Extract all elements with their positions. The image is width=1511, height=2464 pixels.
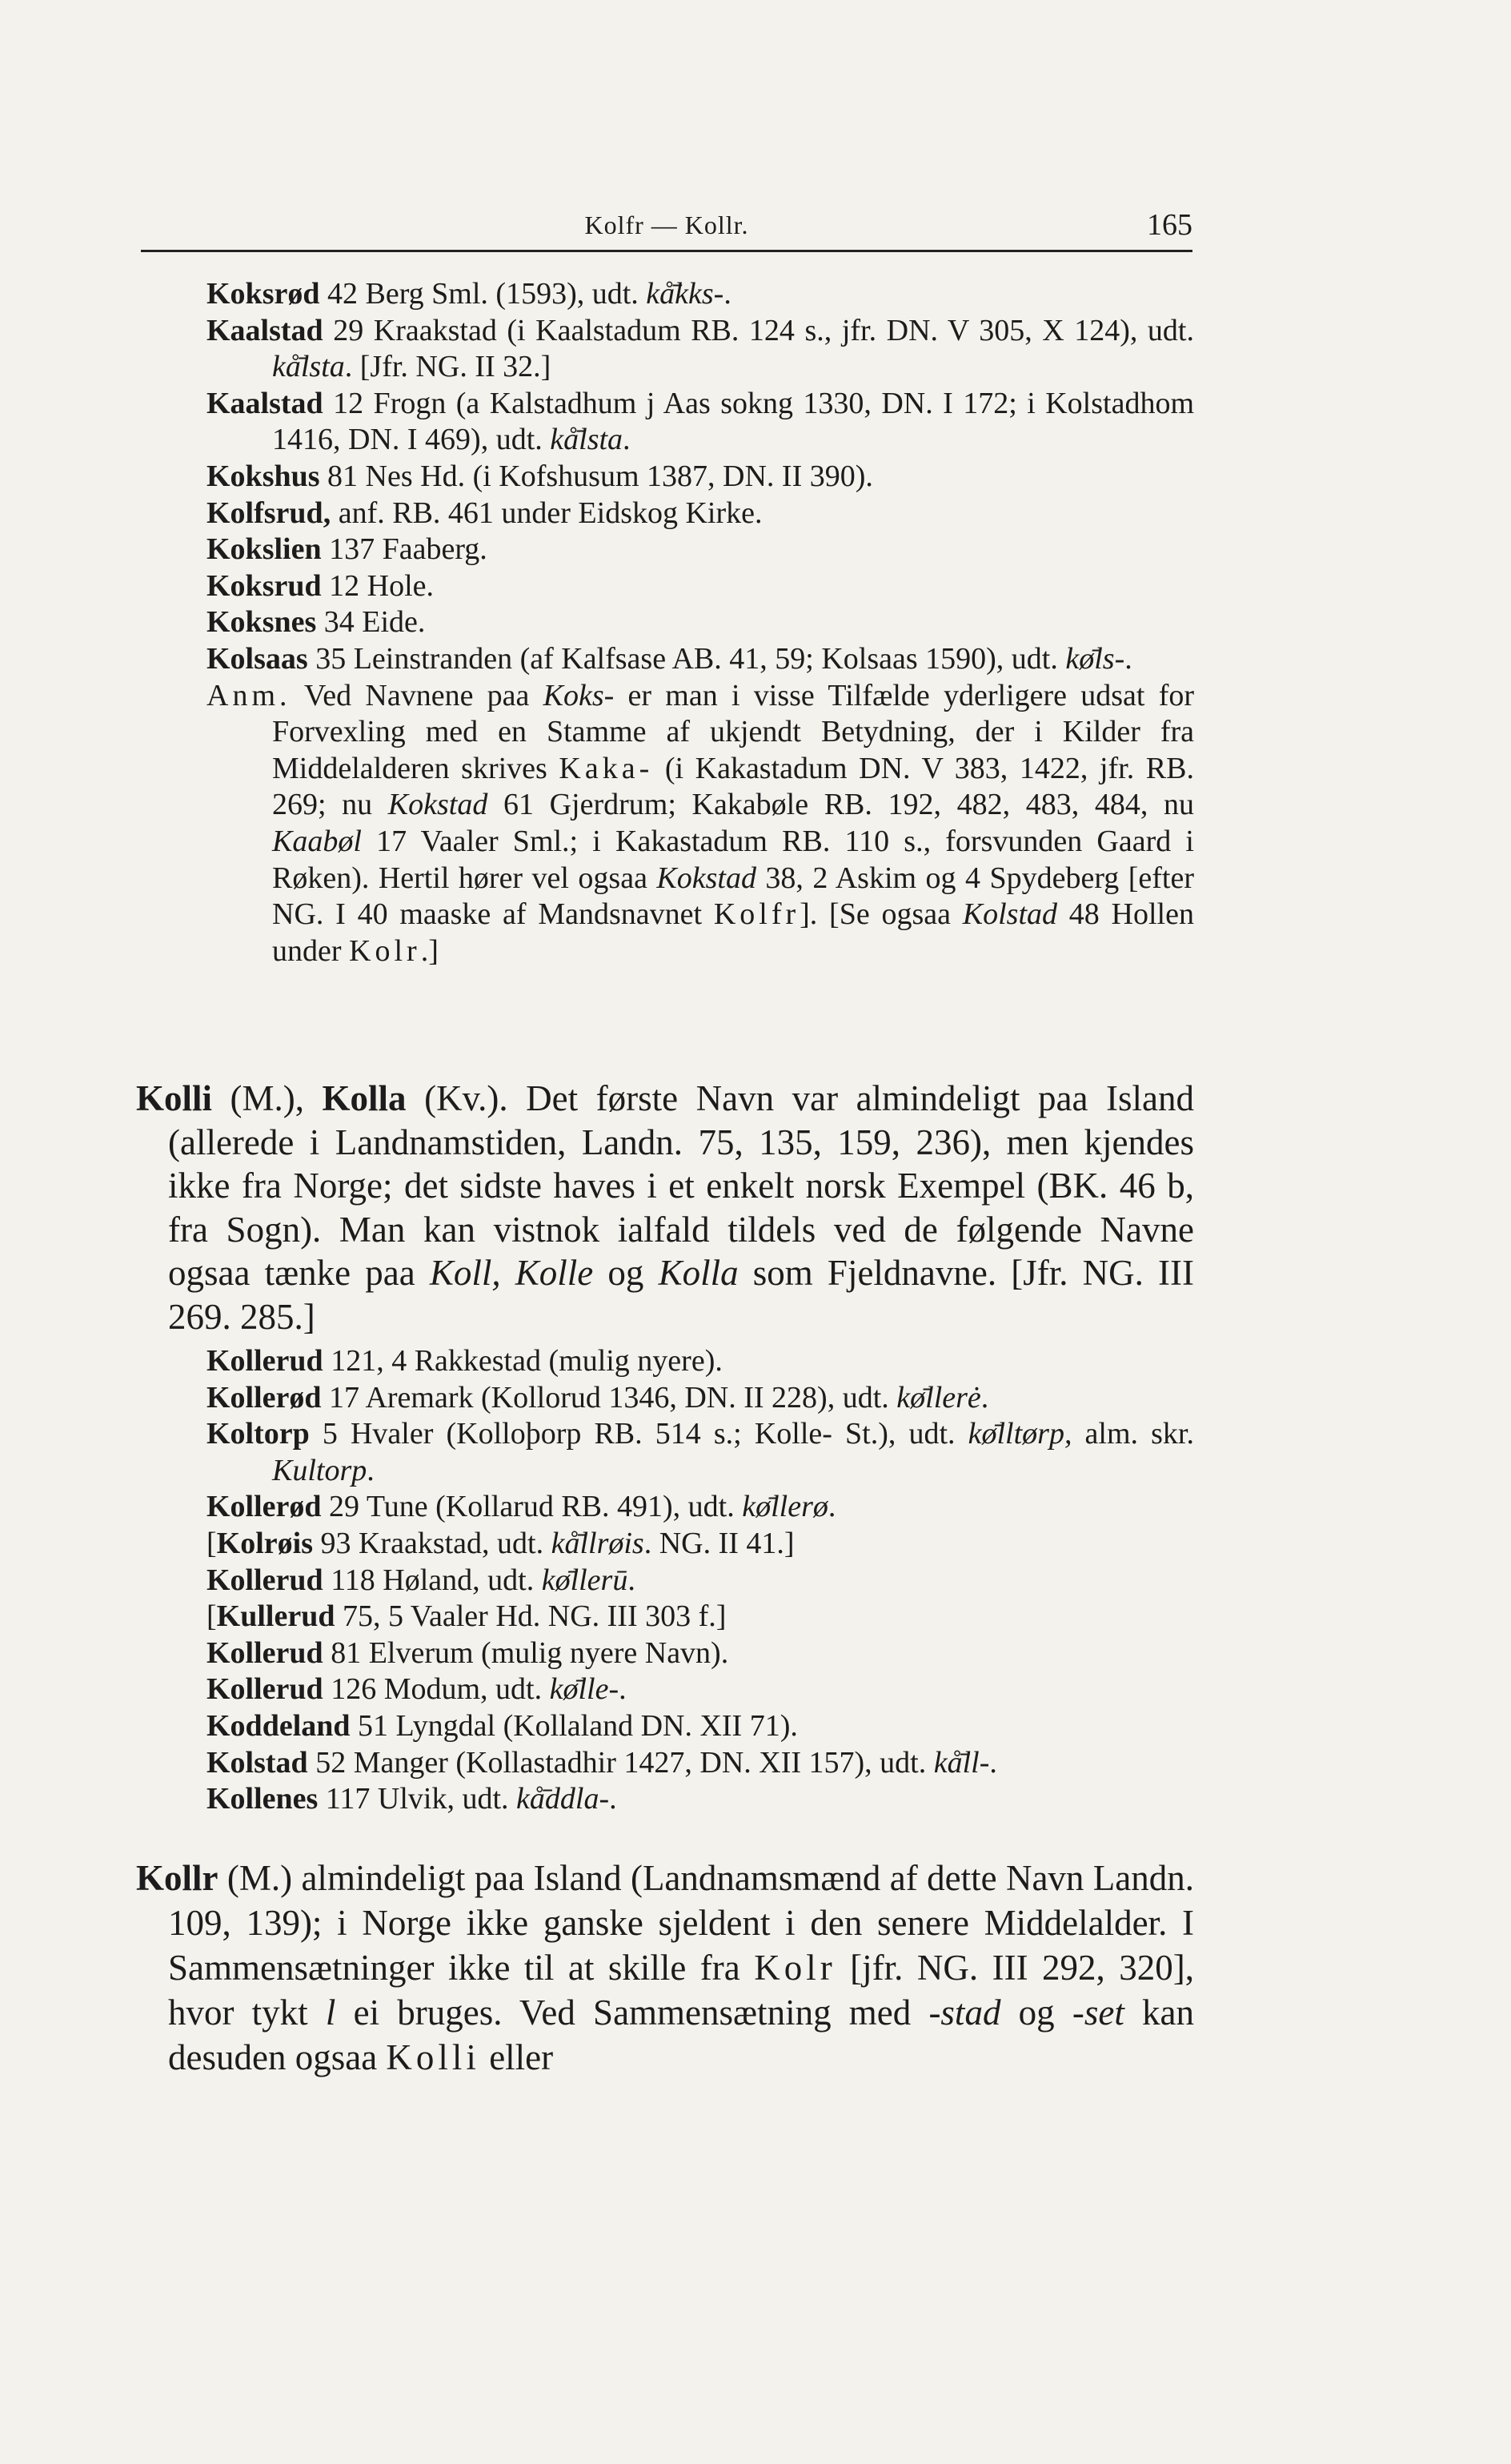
entry-head: Kullerud [216,1599,335,1634]
entry: Kaalstad 12 Frogn (a Kalstadhum j Aas sokng 1330, DN. I 172; i Kolstadhom 1416, DN. I 469), udt. kå̄lsta. [206,386,1194,457]
entry: Kokslien 137 Faaberg. [206,532,487,567]
pronunciation: kå̄kks- [646,277,724,311]
article-head: Kollr [136,1858,218,1898]
article-kollr [0,1856,1511,2080]
header-rule [141,250,1192,252]
article-paragraph: Kollr (M.) almindeligt paa Island (Landnamsmænd af dette Navn Landn. 109, 139); i Norge ikke ganske sjeldent i den senere Middelalder. I Sammensætninger ikke til at skille fra Kolr [jfr. NG. III 292, 320], hvor tykt l ei bruges. Ved Sammensætning med -stad og -set kan desuden ogsaa Kolli eller [136,1858,1194,2077]
pronunciation: kå̄ll- [933,1745,990,1780]
entry-head: Kollenes [206,1782,319,1816]
entry: Kollerud 126 Modum, udt. kø̄lle-. [206,1672,627,1707]
entry: Kolsaas 35 Leinstranden (af Kalfsase AB. 41, 59; Kolsaas 1590), udt. kø̄ls-. [206,641,1132,676]
entry-head: Kollerud [206,1563,323,1597]
entry-head: Kokshus [206,459,320,493]
entry: [Kullerud 75, 5 Vaaler Hd. NG. III 303 f.] [206,1599,727,1634]
entry: Koksrud 12 Hole. [206,568,434,603]
entry-head: Koksrud [206,568,322,603]
entry-head: Kollerud [206,1344,323,1378]
entry-head: Kolfsrud, [206,496,331,530]
article-paragraph: Kolli (M.), Kolla (Kv.). Det første Navn var almindeligt paa Island (allerede i Landnamstiden, Landn. 75, 135, 159, 236), men kjendes ikke fra Norge; det sidste haves i et enkelt norsk Exempel (BK. 46 b, fra Sogn). Man kan vistnok ialfald tildels ved de følgende Navne ogsaa tænke paa Koll, Kolle og Kolla som Fjeldnavne. [Jfr. NG. III 269. 285.] [136,1078,1195,1337]
entry: Kolfsrud, anf. RB. 461 under Eidskog Kirke. [206,496,763,530]
entry-head: Kolsaas [206,641,308,676]
entry: [Kolrøis 93 Kraakstad, udt. kå̄llrøis. NG. II 41.] [206,1526,795,1560]
pronunciation: kø̄ls- [1065,641,1125,676]
entry: Kolstad 52 Manger (Kollastadhir 1427, DN. XII 157), udt. kå̄ll-. [206,1745,997,1780]
entry: Koltorp 5 Hvaler (Kolloþorp RB. 514 s.; Kolle- St.), udt. kø̄lltørp, alm. skr. Kultorp. [206,1417,1194,1487]
entry-head: Kaalstad [206,313,323,347]
entry-head: Koddeland [206,1708,351,1743]
entry: Koksrød 42 Berg Sml. (1593), udt. kå̄kks-. [206,277,731,311]
pronunciation: kø̄lle- [549,1672,619,1707]
entry-head: Kaalstad [206,386,323,420]
entry-head: Kollerød [206,1490,322,1524]
entry: Kollerud 118 Høland, udt. kø̄llerū. [206,1563,635,1597]
annotation-label: Anm. [206,678,291,712]
pronunciation: kå̄lsta [550,423,623,457]
entries-koks [0,276,1511,969]
pronunciation: kø̄lltørp, [968,1417,1072,1451]
entry-head: Kollerud [206,1635,323,1670]
header-title: Kolfr — Kollr. [584,211,749,239]
entry: Kaalstad 29 Kraakstad (i Kaalstadum RB. 124 s., jfr. DN. V 305, X 124), udt. kå̄lsta. [Jfr. NG. II 32.] [206,313,1194,384]
entry-head: Kokslien [206,532,322,567]
entry: Koddeland 51 Lyngdal (Kollaland DN. XII 71). [206,1708,798,1743]
entry-head: Kollerud [206,1672,323,1707]
annotation: Anm. Ved Navnene paa Koks- er man i visse Tilfælde yderligere udsat for Forvexling med en Stamme af ukjendt Betydning, der i Kilder fra Middelalderen skrives Kaka- (i Kakastadum DN. V 383, 1422, jfr. RB. 269; nu Kokstad 61 Gjerdrum; Kakabøle RB. 192, 482, 483, 484, nu Kaabøl 17 Vaaler Sml.; i Kakastadum RB. 110 s., forsvunden Gaard i Røken). Hertil hører vel ogsaa Kokstad 38, 2 Askim og 4 Spydeberg [efter NG. I 40 maaske af Mandsnavnet Kolfr]. [Se ogsaa Kolstad 48 Hollen under Kolr.] [206,678,1195,968]
entry-head: Kollerød [206,1380,322,1415]
pronunciation: kø̄llerė [896,1380,981,1415]
entry: Kollerud 81 Elverum (mulig nyere Navn). [206,1635,729,1670]
entry: Koksnes 34 Eide. [206,605,426,640]
running-header [141,204,1192,252]
article-head: Kolla [322,1078,407,1118]
pronunciation: kå̄ddla- [516,1782,610,1816]
page-number: 165 [1147,208,1192,242]
entry-head: Koksnes [206,605,317,640]
entry-head: Kolstad [206,1745,308,1780]
entry: Kollerød 17 Aremark (Kollorud 1346, DN. II 228), udt. kø̄llerė. [206,1380,989,1415]
pronunciation: kå̄lsta [272,350,345,384]
pronunciation: kå̄llrøis [551,1526,644,1560]
entry: Kollenes 117 Ulvik, udt. kå̄ddla-. [206,1782,617,1816]
entry: Kollerud 121, 4 Rakkestad (mulig nyere). [206,1344,723,1378]
article-head: Kolli [136,1078,213,1118]
pronunciation: kø̄llerø [742,1490,828,1524]
entry: Kollerød 29 Tune (Kollarud RB. 491), udt. kø̄llerø. [206,1490,836,1524]
entries-koll [0,1343,1511,1818]
entry-head: Koksrød [206,277,320,311]
entry-head: Koltorp [206,1417,310,1451]
article-kolli [0,1077,1511,1339]
pronunciation: kø̄llerū [541,1563,628,1597]
entry-head: Kolrøis [216,1526,313,1560]
entry: Kokshus 81 Nes Hd. (i Kofshusum 1387, DN. II 390). [206,459,873,493]
